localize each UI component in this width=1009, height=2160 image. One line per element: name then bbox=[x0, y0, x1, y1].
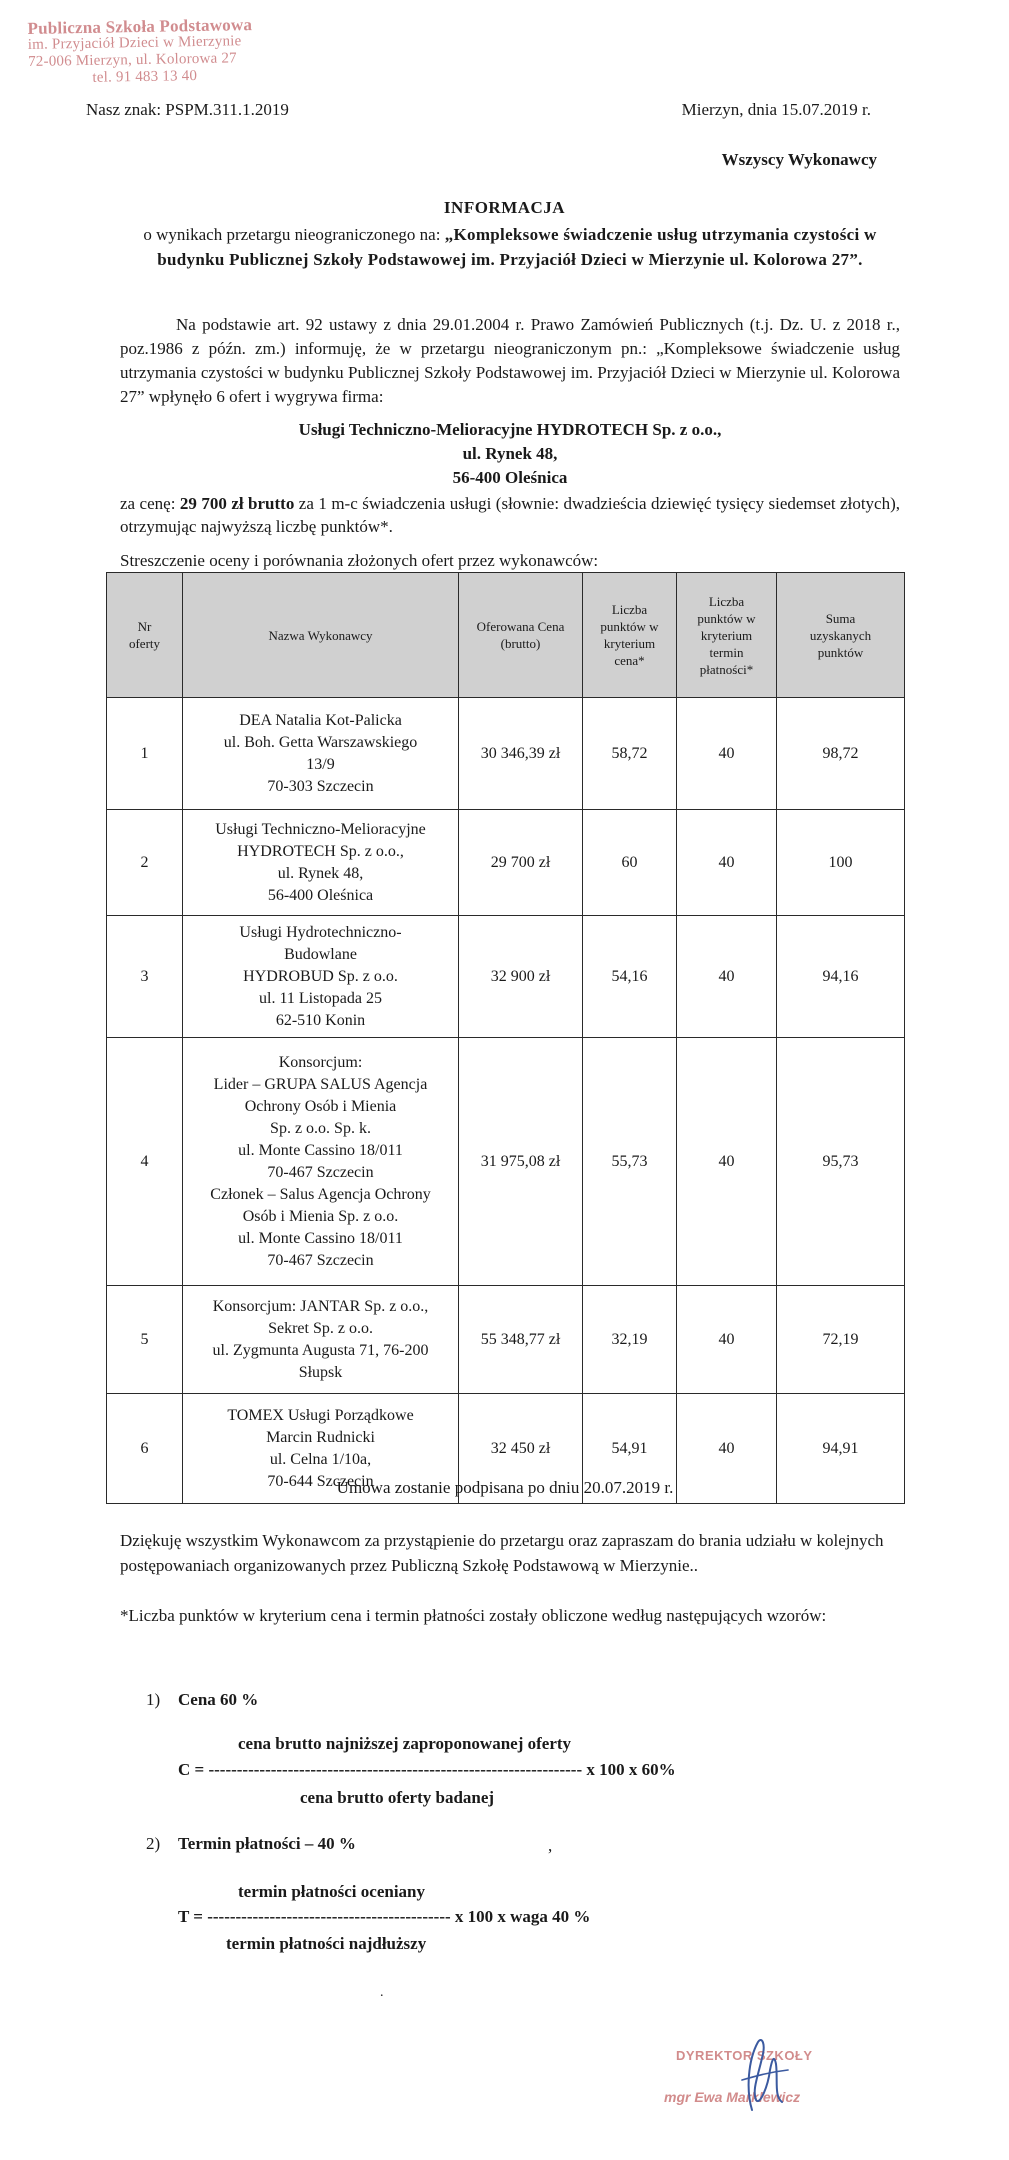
stamp-school-name: Publiczna Szkoła Podstawowa bbox=[27, 15, 253, 38]
table-header-row bbox=[107, 573, 905, 698]
stray-dot: . bbox=[380, 1985, 384, 2000]
header-term-points: Liczba punktów w kryterium termin płatności* bbox=[677, 573, 777, 698]
offer-total-points: 95,73 bbox=[777, 1038, 905, 1286]
bidder-line: Sp. z o.o. Sp. k. bbox=[270, 1119, 371, 1137]
header-bidder-name: Nazwa Wykonawcy bbox=[183, 573, 459, 698]
header-total-points: Suma uzyskanych punktów bbox=[777, 573, 905, 698]
offer-total-points: 72,19 bbox=[777, 1286, 905, 1394]
offer-number: 6 bbox=[107, 1394, 183, 1504]
offer-term-points: 40 bbox=[677, 1038, 777, 1286]
bidder-line: Usługi Hydrotechniczno- bbox=[239, 923, 402, 941]
bidder-line: ul. Rynek 48, bbox=[277, 864, 364, 882]
stamp-phone: tel. 91 483 13 40 bbox=[92, 68, 198, 86]
criterion-1-numerator: cena brutto najniższej zaproponowanej oferty bbox=[238, 1734, 572, 1753]
price-paragraph bbox=[120, 492, 900, 538]
offer-number: 3 bbox=[107, 916, 183, 1038]
header-price-points: Liczba punktów w kryterium cena* bbox=[583, 573, 677, 698]
stamp-address: 72-006 Mierzyn, ul. Kolorowa 27 bbox=[28, 50, 237, 70]
criterion-1-number: 1) bbox=[146, 1690, 161, 1709]
document-subject bbox=[120, 222, 900, 272]
bidder-line: Lider – GRUPA SALUS Agencja bbox=[213, 1075, 428, 1093]
offer-row bbox=[107, 916, 905, 1038]
bidder-line: ul. 11 Listopada 25 bbox=[259, 989, 382, 1007]
offer-term-points: 40 bbox=[677, 1394, 777, 1504]
school-stamp bbox=[27, 16, 253, 88]
addressee: Wszyscy Wykonawcy bbox=[721, 150, 877, 169]
offer-price-points: 54,91 bbox=[583, 1394, 677, 1504]
winner-block bbox=[120, 418, 900, 490]
bidder-line: HYDROTECH Sp. z o.o., bbox=[237, 842, 404, 860]
bidder-line: Słupsk bbox=[298, 1363, 343, 1381]
offer-price-points: 55,73 bbox=[583, 1038, 677, 1286]
bidder-line: 70-303 Szczecin bbox=[267, 777, 374, 795]
offers-table bbox=[106, 572, 905, 1504]
offer-total-points: 98,72 bbox=[777, 698, 905, 810]
bidder-line: Ochrony Osób i Mienia bbox=[244, 1097, 397, 1115]
offer-price-points: 32,19 bbox=[583, 1286, 677, 1394]
document-title: INFORMACJA bbox=[443, 198, 566, 217]
bidder-line: TOMEX Usługi Porządkowe bbox=[227, 1406, 414, 1424]
offer-bidder bbox=[183, 698, 459, 810]
bidder-line: Budowlane bbox=[284, 945, 357, 963]
bidder-line: Osób i Mienia Sp. z o.o. bbox=[242, 1207, 399, 1225]
offer-price: 55 348,77 zł bbox=[459, 1286, 583, 1394]
header-price: Oferowana Cena (brutto) bbox=[459, 573, 583, 698]
offer-price: 32 900 zł bbox=[459, 916, 583, 1038]
offer-price-points: 60 bbox=[583, 810, 677, 916]
offers-table-body bbox=[107, 698, 905, 1504]
bidder-line: ul. Boh. Getta Warszawskiego bbox=[223, 733, 418, 751]
offer-number: 2 bbox=[107, 810, 183, 916]
stray-mark: , bbox=[548, 1836, 553, 1855]
offer-number: 4 bbox=[107, 1038, 183, 1286]
director-stamp-name: mgr Ewa Marklewicz bbox=[664, 2089, 801, 2105]
director-stamp-title: DYREKTOR SZKOŁY bbox=[676, 2048, 813, 2063]
bidder-line: Usługi Techniczno-Melioracyjne bbox=[215, 820, 426, 838]
winner-city: 56-400 Oleśnica bbox=[452, 468, 568, 487]
place-date: Mierzyn, dnia 15.07.2019 r. bbox=[681, 100, 871, 119]
bidder-line: Konsorcjum: bbox=[278, 1053, 363, 1071]
offer-price-points: 54,16 bbox=[583, 916, 677, 1038]
bidder-line: ul. Celna 1/10a, bbox=[269, 1450, 372, 1468]
criterion-2-number: 2) bbox=[146, 1834, 161, 1853]
offer-number: 1 bbox=[107, 698, 183, 810]
thanks-paragraph: Dziękuję wszystkim Wykonawcom za przystąpienie do przetargu oraz zapraszam do brania udziału w kolejnych postępowaniach organizowanych przez Publiczną Szkołę Podstawową w Mierzynie.. bbox=[120, 1531, 884, 1575]
offer-total-points: 100 bbox=[777, 810, 905, 916]
offer-row bbox=[107, 698, 905, 810]
offer-row bbox=[107, 1038, 905, 1286]
criterion-1-label: Cena 60 % bbox=[178, 1690, 259, 1709]
offer-row bbox=[107, 1286, 905, 1394]
winner-street: ul. Rynek 48, bbox=[462, 444, 558, 463]
criterion-2-numerator: termin płatności oceniany bbox=[238, 1882, 425, 1901]
offer-number: 5 bbox=[107, 1286, 183, 1394]
bidder-line: 70-467 Szczecin bbox=[267, 1251, 374, 1269]
offer-price: 30 346,39 zł bbox=[459, 698, 583, 810]
criterion-1-denominator: cena brutto oferty badanej bbox=[300, 1788, 495, 1807]
offer-price: 32 450 zł bbox=[459, 1394, 583, 1504]
subject-intro: o wynikach przetargu nieograniczonego na: bbox=[143, 225, 445, 244]
criterion-2-label: Termin płatności – 40 % bbox=[178, 1834, 356, 1853]
bidder-line: ul. Monte Cassino 18/011 bbox=[238, 1141, 403, 1159]
criterion-1-formula: C = ------------------------------------------------------------------ x 100 x 60% bbox=[178, 1760, 676, 1779]
bidder-line: ul. Zygmunta Augusta 71, 76-200 bbox=[212, 1341, 429, 1359]
bidder-line: ul. Monte Cassino 18/011 bbox=[238, 1229, 403, 1247]
offer-price: 29 700 zł bbox=[459, 810, 583, 916]
bidder-line: Sekret Sp. z o.o. bbox=[268, 1319, 373, 1337]
offer-bidder bbox=[183, 916, 459, 1038]
bidder-line: Konsorcjum: JANTAR Sp. z o.o., bbox=[212, 1297, 429, 1315]
header-nr: Nr oferty bbox=[107, 573, 183, 698]
bidder-line: 56-400 Oleśnica bbox=[267, 886, 374, 904]
offer-row bbox=[107, 810, 905, 916]
stamp-patron: im. Przyjaciół Dzieci w Mierzynie bbox=[27, 33, 242, 53]
criterion-2-denominator: termin płatności najdłuższy bbox=[226, 1934, 427, 1953]
reference-number: Nasz znak: PSPM.311.1.2019 bbox=[86, 100, 289, 119]
offer-term-points: 40 bbox=[677, 810, 777, 916]
bidder-line: HYDROBUD Sp. z o.o. bbox=[243, 967, 398, 985]
body-paragraph: Na podstawie art. 92 ustawy z dnia 29.01.2004 r. Prawo Zamówień Publicznych (t.j. Dz. U. z 2018 r., poz.1986 z późn. zm.) informuję, że w przetargu nieograniczonym pn.: „Kompleksowe świadczenie usług utrzymania czystości w budynku Publicznej Szkoły Podstawowej im. Przyjaciół Dzieci w Mierzynie ul. Kolorowa 27” wpłynęło 6 ofert i wygrywa firma: bbox=[120, 315, 900, 406]
offer-bidder bbox=[183, 1286, 459, 1394]
offer-bidder bbox=[183, 810, 459, 916]
bidder-line: DEA Natalia Kot-Palicka bbox=[239, 711, 402, 729]
offer-term-points: 40 bbox=[677, 698, 777, 810]
criterion-2-formula: T = ------------------------------------------- x 100 x waga 40 % bbox=[178, 1907, 591, 1926]
winner-name: Usługi Techniczno-Melioracyjne HYDROTECH Sp. z o.o., bbox=[298, 420, 722, 439]
bidder-line: Marcin Rudnicki bbox=[266, 1428, 375, 1446]
formula-note: *Liczba punktów w kryterium cena i termin płatności zostały obliczone według następujących wzorów: bbox=[120, 1606, 827, 1625]
offer-price-points: 58,72 bbox=[583, 698, 677, 810]
offer-term-points: 40 bbox=[677, 1286, 777, 1394]
offer-term-points: 40 bbox=[677, 916, 777, 1038]
price-amount: 29 700 zł brutto bbox=[179, 494, 295, 513]
offer-total-points: 94,16 bbox=[777, 916, 905, 1038]
offer-price: 31 975,08 zł bbox=[459, 1038, 583, 1286]
bidder-line: 70-644 Szczecin bbox=[267, 1472, 374, 1490]
table-caption: Streszczenie oceny i porównania złożonych ofert przez wykonawców: bbox=[120, 551, 599, 570]
bidder-line: 70-467 Szczecin bbox=[267, 1163, 374, 1181]
price-prefix: za cenę: bbox=[120, 494, 180, 513]
bidder-line: 13/9 bbox=[306, 755, 335, 773]
bidder-line: Członek – Salus Agencja Ochrony bbox=[210, 1185, 431, 1203]
offer-bidder bbox=[183, 1038, 459, 1286]
bidder-line: 62-510 Konin bbox=[275, 1011, 366, 1029]
price-suffix: za 1 m-c świadczenia usługi (słownie: dwadzieścia dziewięć tysięcy siedemset złotych), otrzymując najwyższą liczbę punktów*. bbox=[120, 494, 901, 536]
handwritten-signature bbox=[722, 2030, 802, 2120]
signing-note: Umowa zostanie podpisana po dniu 20.07.2019 r. bbox=[336, 1478, 674, 1497]
offer-total-points: 94,91 bbox=[777, 1394, 905, 1504]
subject-name: „Kompleksowe świadczenie usług utrzymania czystości w budynku Publicznej Szkoły Podstawowej im. Przyjaciół Dzieci w Mierzynie ul. Kolorowa 27”. bbox=[157, 225, 877, 269]
